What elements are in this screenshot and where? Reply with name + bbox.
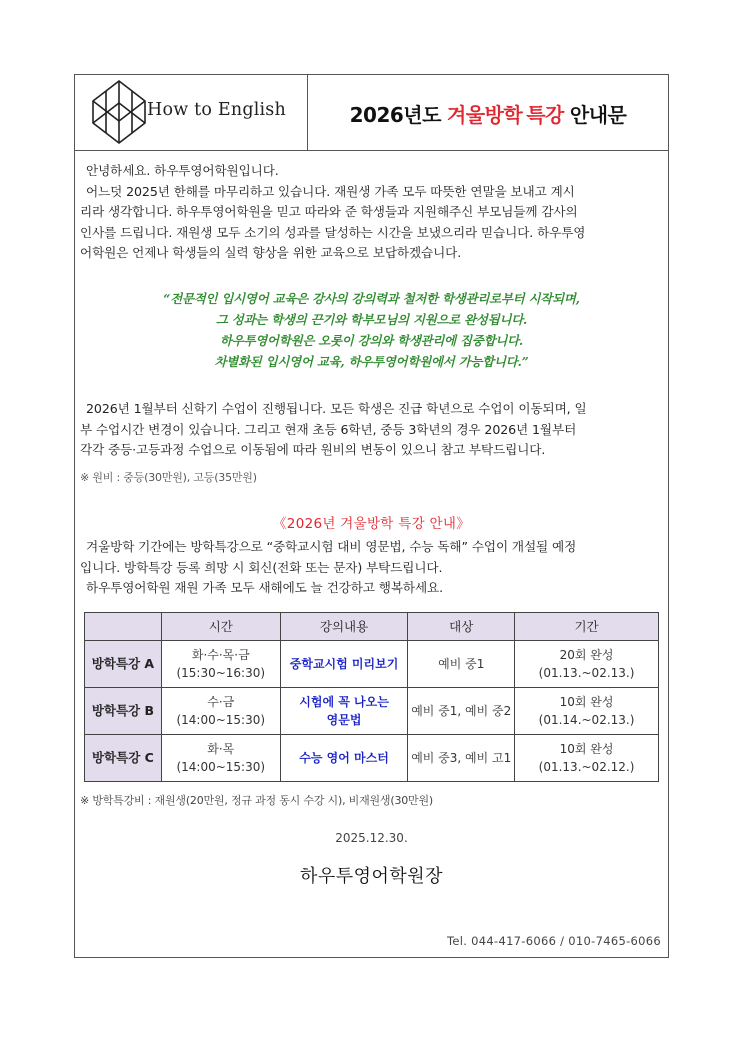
- course-name: 방학특강 C: [85, 735, 162, 782]
- quote-line: 그 성과는 학생의 끈기와 학부모님의 지원으로 완성됩니다.: [215, 312, 528, 327]
- logo-text: How to English: [147, 100, 286, 120]
- course-dates: (01.13.~02.12.): [538, 760, 635, 774]
- course-target: 예비 중1: [408, 641, 515, 688]
- document-date: 2025.12.30.: [335, 831, 408, 845]
- course-hours: (14:00~15:30): [176, 760, 266, 774]
- course-content-line: 수능 영어 마스터: [299, 751, 389, 765]
- contact-phone: Tel. 044-417-6066 / 010-7465-6066: [447, 934, 661, 948]
- winter-paragraph: [80, 537, 664, 599]
- course-content-line: 영문법: [326, 713, 362, 727]
- notice-line: 각각 중등·고등과정 수업으로 이동됨에 따라 원비의 변동이 있으니 참고 부탁드립니다.: [80, 442, 546, 457]
- course-period: [515, 735, 659, 782]
- table-header-cell: 대상: [408, 613, 515, 641]
- course-days: 화·목: [207, 742, 235, 756]
- winter-line: 겨울방학 기간에는 방학특강으로 “중학교시험 대비 영문법, 수능 독해” 수업이 개설될 예정: [86, 539, 577, 554]
- title-highlight-special: 특강: [526, 102, 564, 127]
- title-suffix: 안내문: [569, 102, 627, 127]
- winter-line: 하우투영어학원 재원 가족 모두 새해에도 늘 건강하고 행복하세요.: [86, 580, 443, 595]
- special-course-table: [84, 612, 659, 782]
- signer: 하우투영어학원장: [299, 866, 444, 887]
- logo-icon: [91, 79, 147, 145]
- intro-line: 인사를 드립니다. 재원생 모두 소기의 성과를 달성하는 시간을 보냈으리라 믿습니다. 하우투영: [80, 224, 586, 240]
- course-name: 방학특강 A: [85, 641, 162, 688]
- course-target: 예비 중3, 예비 고1: [408, 735, 515, 782]
- quote-line: 차별화된 입시영어 교육, 하우투영어학원에서 가능합니다.”: [214, 354, 529, 369]
- course-content: [280, 735, 408, 782]
- course-content-line: 중학교시험 미리보기: [289, 657, 399, 671]
- course-count: 10회 완성: [559, 695, 614, 709]
- quote-line: 하우투영어학원은 오롯이 강의와 학생관리에 집중합니다.: [219, 333, 524, 348]
- schedule-notice-paragraph: [80, 399, 664, 461]
- course-content: [280, 688, 408, 735]
- course-days: 수·금: [207, 695, 235, 709]
- intro-line: 어느덧 2025년 한해를 마무리하고 있습니다. 재원생 가족 모두 따뜻한 연말을 보내고 계시: [86, 183, 575, 199]
- motto-quote: [74, 288, 669, 372]
- course-dates: (01.13.~02.13.): [538, 666, 635, 680]
- course-hours: (14:00~15:30): [176, 713, 266, 727]
- intro-line: 리라 생각합니다. 하우투영어학원을 믿고 따라와 준 학생들과 지원해주신 부모님들께 감사의: [80, 204, 578, 219]
- table-header-cell: 시간: [161, 613, 280, 641]
- course-count: 20회 완성: [559, 648, 614, 662]
- title-year: 2026년도: [349, 102, 441, 127]
- course-time: [161, 735, 280, 782]
- table-header-cell: 강의내용: [280, 613, 408, 641]
- notice-line: 부 수업시간 변경이 있습니다. 그리고 현재 초등 6학년, 중등 3학년의 경우 2026년 1월부터: [80, 421, 577, 437]
- page-title: [308, 75, 668, 151]
- tuition-note: ※ 원비 : 중등(30만원), 고등(35만원): [80, 471, 257, 484]
- table-row: [85, 641, 659, 688]
- intro-line: 어학원은 언제나 학생들의 실력 향상을 위한 교육으로 보답하겠습니다.: [80, 245, 462, 260]
- course-content: [280, 641, 408, 688]
- course-target: 예비 중1, 예비 중2: [408, 688, 515, 735]
- quote-line: “전문적인 입시영어 교육은 강사의 강의력과 철저한 학생관리로부터 시작되며,: [163, 291, 580, 306]
- course-dates: (01.14.~02.13.): [538, 713, 635, 727]
- table-row: [85, 688, 659, 735]
- course-time: [161, 688, 280, 735]
- title-highlight-winter: 겨울방학: [446, 102, 523, 127]
- intro-line: 안녕하세요. 하우투영어학원입니다.: [86, 163, 279, 178]
- course-name: 방학특강 B: [85, 688, 162, 735]
- notice-line: 2026년 1월부터 신학기 수업이 진행됩니다. 모든 학생은 진급 학년으로 수업이 이동되며, 일: [86, 401, 587, 416]
- course-count: 10회 완성: [559, 742, 614, 756]
- course-hours: (15:30~16:30): [176, 666, 266, 680]
- header: [75, 75, 668, 151]
- intro-paragraph: [80, 161, 664, 264]
- logo-area: [75, 75, 308, 151]
- table-header-cell: 기간: [515, 613, 659, 641]
- table-row: [85, 735, 659, 782]
- course-period: [515, 688, 659, 735]
- course-time: [161, 641, 280, 688]
- winter-section-title: 《2026년 겨울방학 특강 안내》: [273, 516, 470, 532]
- course-content-line: 시험에 꼭 나오는: [299, 695, 389, 709]
- course-days: 화·수·목·금: [191, 648, 250, 662]
- course-period: [515, 641, 659, 688]
- table-header-cell: [85, 613, 162, 641]
- special-fee-note: ※ 방학특강비 : 재원생(20만원, 정규 과정 동시 수강 시), 비재원생(30만원): [80, 794, 433, 807]
- table-header-row: [85, 613, 659, 641]
- winter-line: 입니다. 방학특강 등록 희망 시 회신(전화 또는 문자) 부탁드립니다.: [80, 559, 443, 575]
